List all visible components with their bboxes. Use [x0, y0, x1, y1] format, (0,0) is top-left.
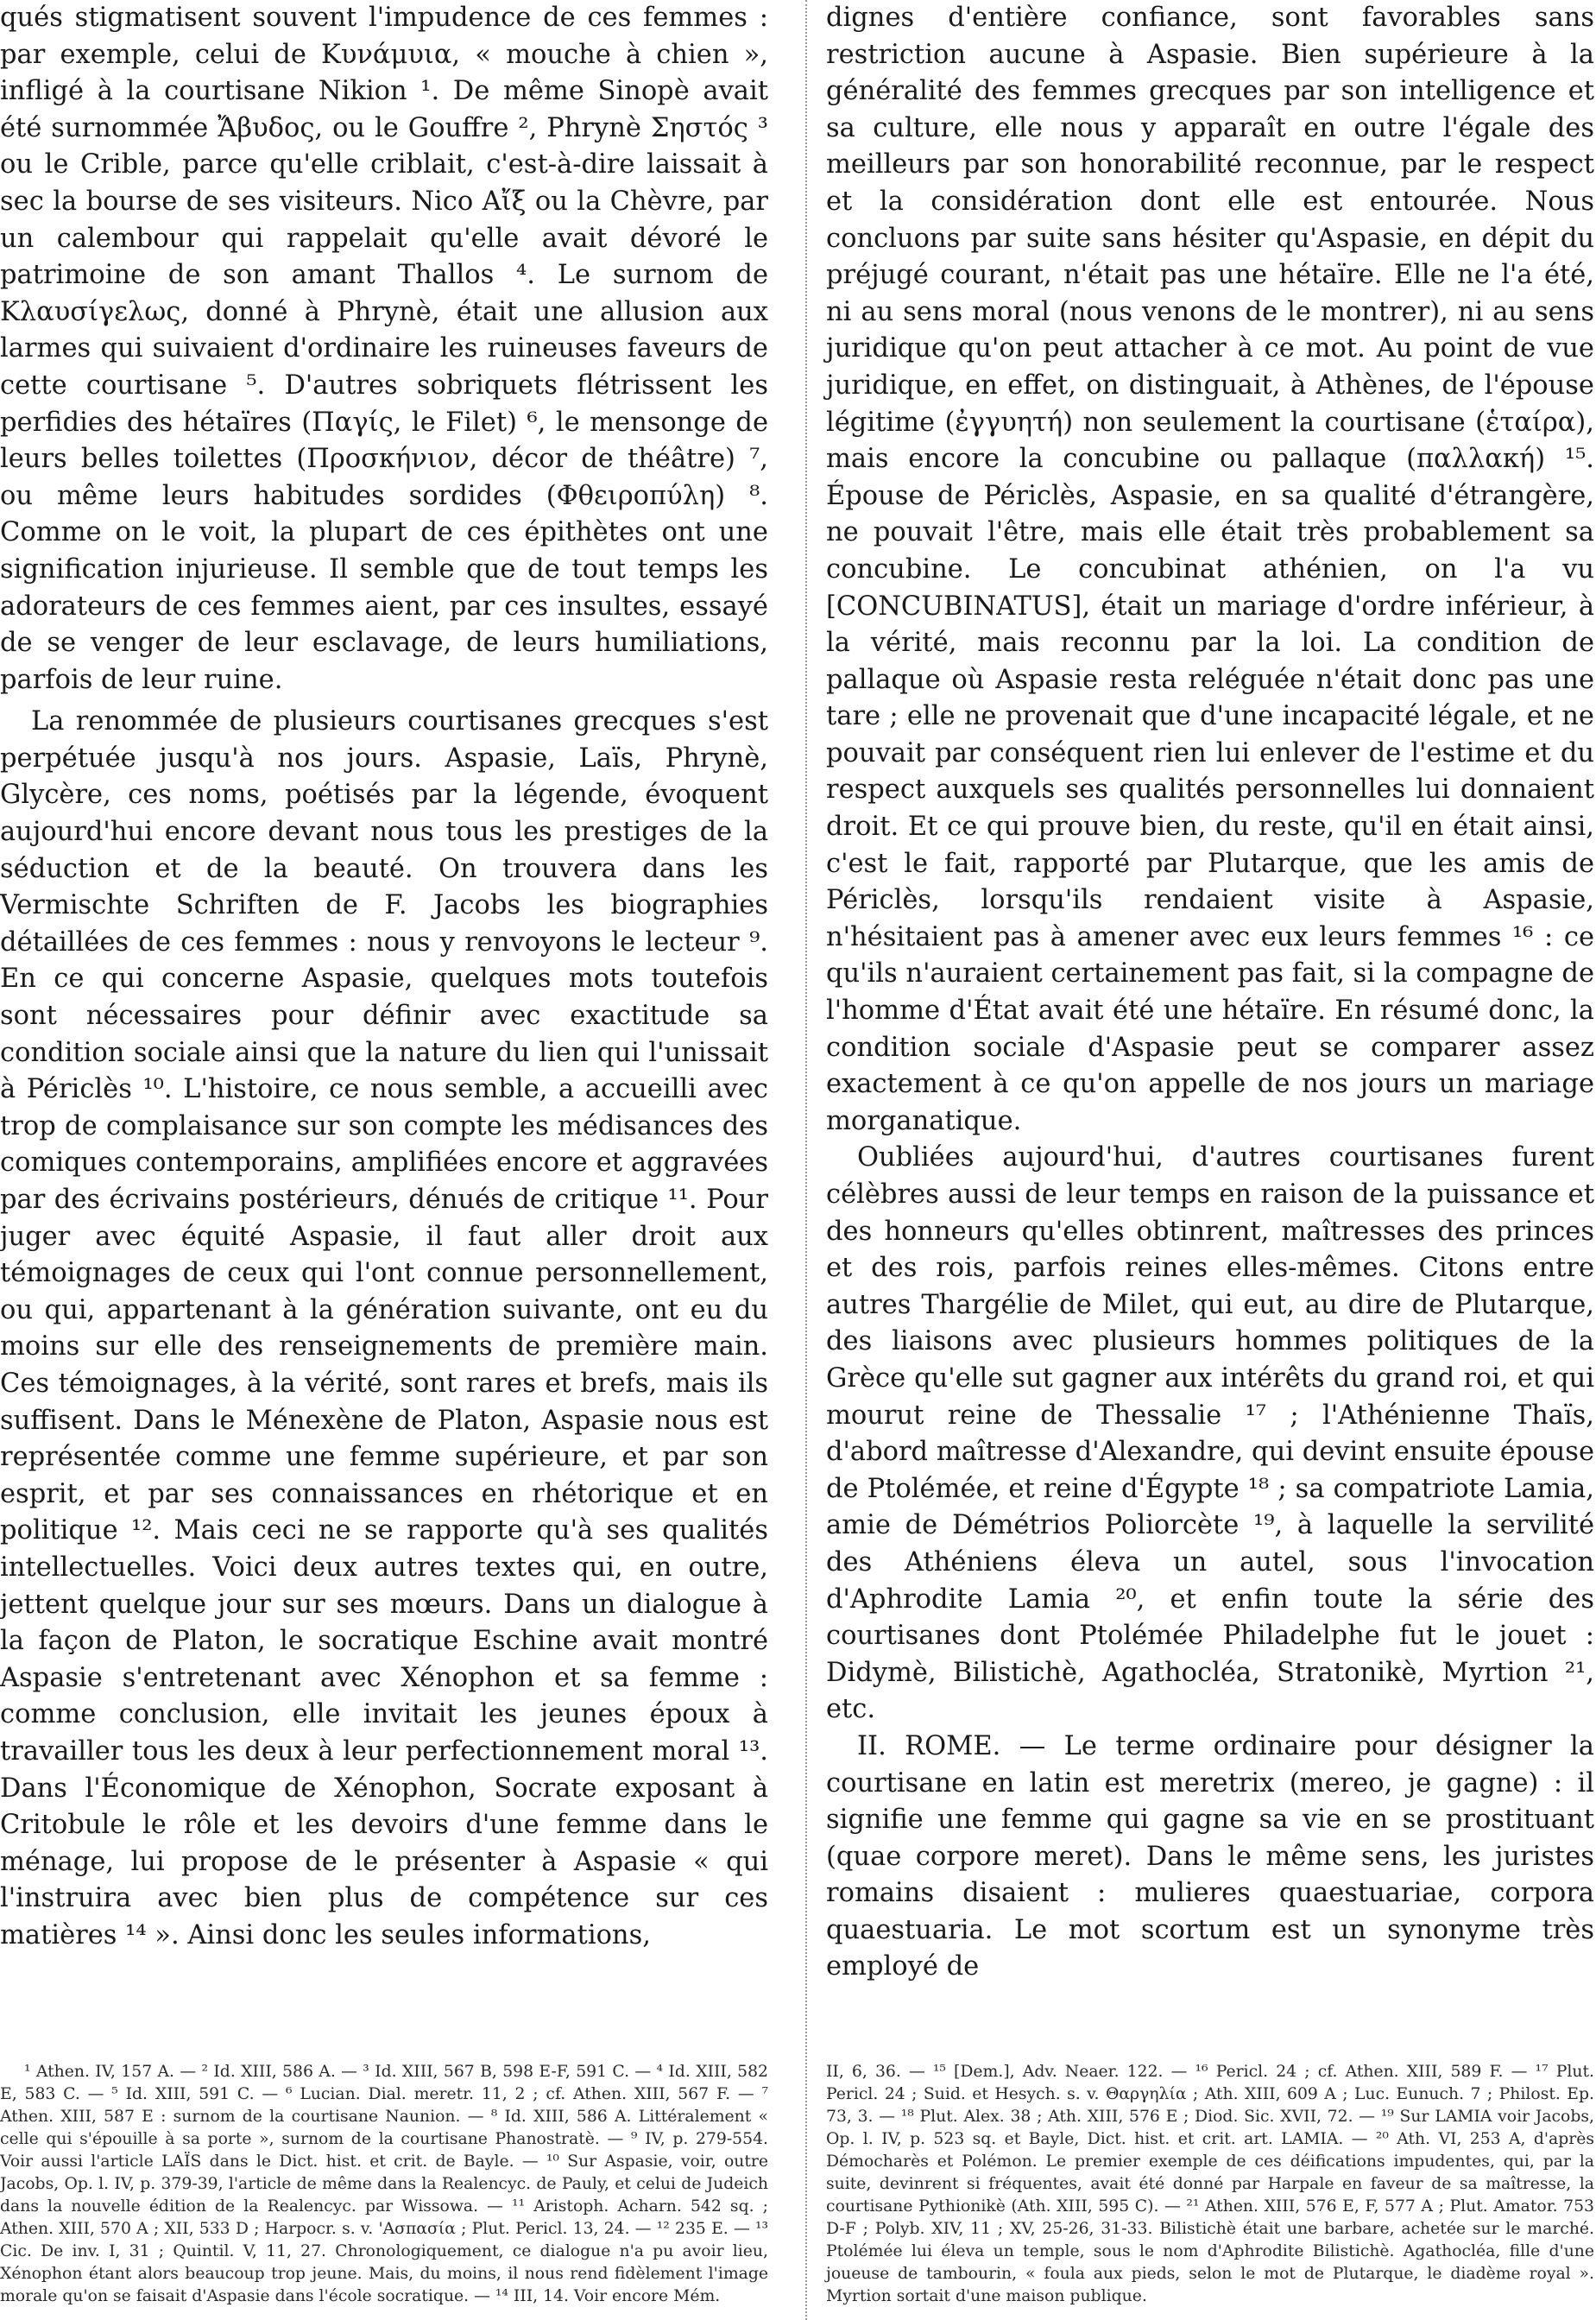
- right-body-text: [826, 0, 1594, 1986]
- right-footnotes-text: II, 6, 36. — ¹⁵ [Dem.], Adv. Neaer. 122. — ¹⁶ Pericl. 24 ; cf. Athen. XIII, 589 F. — ¹⁷ Plut. Pericl. 24 ; Suid. et Hesych. s. v. Θαργηλία ; Ath. XIII, 609 A ; Luc. Eunuch. 7 ; Philost. Ep. 73, 3. — ¹⁸ Plut. Alex. 38 ; Ath. XIII, 576 E ; Diod. Sic. XVII, 72. — ¹⁹ Sur LAMIA voir Jacobs, Op. l. IV, p. 523 sq. et Bayle, Dict. hist. et crit. art. LAMIA. — ²⁰ Ath. VI, 253 A, d'après Démocharès et Polémon. Le premier exemple de ces déifications impudentes, qui, par la suite, devinrent si fréquentes, avait été donné par Harpale en faveur de sa maîtresse, la courtisane Pythionikè (Ath. XIII, 595 C). — ²¹ Athen. XIII, 576 E, F, 577 A ; Plut. Amator. 753 D-F ; Polyb. XIV, 11 ; XV, 25-26, 31-33. Bilistichè était une barbare, achetée sur le marché. Ptolémée lui éleva un temple, sous le nom d'Aphrodite Bilistichè. Agathocléa, fille d'une joueuse de tambourin, « foula aux pieds, selon le mot de Plutarque, le diadème royal ». Myrtion sortait d'une maison publique.: [826, 2063, 1594, 2305]
- left-footnotes: [0, 2061, 768, 2308]
- left-footnotes-text: ¹ Athen. IV, 157 A. — ² Id. XIII, 586 A. — ³ Id. XIII, 567 B, 598 E-F, 591 C. — ⁴ Id. XIII, 582 E, 583 C. — ⁵ Id. XIII, 591 C. — ⁶ Lucian. Dial. meretr. 11, 2 ; cf. Athen. XIII, 567 F. — ⁷ Athen. XIII, 587 E : surnom de la courtisane Naunion. — ⁸ Id. XIII, 586 A. Littéralement « celle qui s'épouille à sa porte », surnom de la courtisane Phanostratè. — ⁹ IV, p. 279-554. Voir aussi l'article LAÏS dans le Dict. hist. et crit. de Bayle. — ¹⁰ Sur Aspasie, voir, outre Jacobs, Op. l. IV, p. 379-39, l'article de même dans la Realencyc. de Pauly, et celui de Judeich dans la nouvelle édition de la Realencyc. par Wissowa. — ¹¹ Aristoph. Acharn. 542 sq. ; Athen. XIII, 570 A ; XII, 533 D ; Harpocr. s. v. 'Ασπασία ; Plut. Pericl. 13, 24. — ¹² 235 E. — ¹³ Cic. De inv. I, 31 ; Quintil. V, 11, 27. Chronologiquement, ce dialogue n'a pu avoir lieu, Xénophon étant alors beaucoup trop jeune. Mais, du moins, il nous rend fidèlement l'image morale qu'on se faisait d'Aspasie dans l'école socratique. — ¹⁴ III, 14. Voir encore Mém.: [0, 2063, 768, 2305]
- left-paragraph-1: qués stigmatisent souvent l'impudence de ces femmes : par exemple, celui de Κυνάμυια, « mouche à chien », infligé à la courtisane Nikion ¹. De même Sinopè avait été surnommée Ἄβυδος, ou le Gouffre ², Phrynè Σηστός ³ ou le Crible, parce qu'elle criblait, c'est-à-dire laissait à sec la bourse de ses visiteurs. Nico Αἴξ ou la Chèvre, par un calembour qui rappelait qu'elle avait dévoré le patrimoine de son amant Thallos ⁴. Le surnom de Κλαυσίγελως, donné à Phrynè, était une allusion aux larmes qui suivaient d'ordinaire les ruineuses faveurs de cette courtisane ⁵. D'autres sobriquets flétrissent les perfidies des hétaïres (Παγίς, le Filet) ⁶, le mensonge de leurs belles toilettes (Προσκήνιον, décor de théâtre) ⁷, ou même leurs habitudes sordides (Φθειροπύλη) ⁸. Comme on le voit, la plupart de ces épithètes ont une signification injurieuse. Il semble que de tout temps les adorateurs de ces femmes aient, par ces insultes, essayé de se venger de leur esclavage, de leurs humiliations, parfois de leur ruine.: [0, 3, 768, 695]
- left-paragraph-2: La renommée de plusieurs courtisanes grecques s'est perpétuée jusqu'à nos jours. Aspasie, Laïs, Phrynè, Glycère, ces noms, poétisés par la légende, évoquent aujourd'hui encore devant nous tous les prestiges de la séduction et de la beauté. On trouvera dans les Vermischte Schriften de F. Jacobs les biographies détaillées de ces femmes : nous y renvoyons le lecteur ⁹. En ce qui concerne Aspasie, quelques mots toutefois sont nécessaires pour définir avec exactitude sa condition sociale ainsi que la nature du lien qui l'unissait à Périclès ¹⁰. L'histoire, ce nous semble, a accueilli avec trop de complaisance sur son compte les médisances des comiques contemporains, amplifiées encore et aggravées par des écrivains postérieurs, dénués de critique ¹¹. Pour juger avec équité Aspasie, il faut aller droit aux témoignages de ceux qui l'ont connue personnellement, ou qui, appartenant à la génération suivante, ont eu du moins sur elle des renseignements de première main. Ces témoignages, à la vérité, sont rares et brefs, mais ils suffisent. Dans le Ménexène de Platon, Aspasie nous est représentée comme une femme supérieure, et par son esprit, et par ses connaissances en rhétorique et en politique ¹². Mais ceci ne se rapporte qu'à ses qualités intellectuelles. Voici deux autres textes qui, en outre, jettent quelque jour sur ses mœurs. Dans un dialogue à la façon de Platon, le socratique Eschine avait montré Aspasie s'entretenant avec Xénophon et sa femme : comme conclusion, elle invitait les jeunes époux à travailler tous les deux à leur perfectionnement moral ¹³. Dans l'Économique de Xénophon, Socrate exposant à Critobule le rôle et les devoirs d'une femme dans le ménage, lui propose de le présenter à Aspasie « qui l'instruira avec bien plus de compétence sur ces matières ¹⁴ ». Ainsi donc les seules informations,: [0, 706, 768, 1950]
- right-paragraph-2: Oubliées aujourd'hui, d'autres courtisanes furent célèbres aussi de leur temps en raison de la puissance et des honneurs qu'elles obtinrent, maîtresses des princes et des rois, parfois reines elles-mêmes. Citons entre autres Thargélie de Milet, qui eut, au dire de Plutarque, des liaisons avec plusieurs hommes politiques de la Grèce qu'elle sut gagner aux intérêts du grand roi, et qui mourut reine de Thessalie ¹⁷ ; l'Athénienne Thaïs, d'abord maîtresse d'Alexandre, qui devint ensuite épouse de Ptolémée, et reine d'Égypte ¹⁸ ; sa compatriote Lamia, amie de Démétrios Poliorcète ¹⁹, à laquelle la servilité des Athéniens éleva un autel, sous l'invocation d'Aphrodite Lamia ²⁰, et enfin toute la série des courtisanes dont Ptolémée Philadelphe fut le jouet : Didymè, Bilistichè, Agathocléa, Stratonikè, Myrtion ²¹, etc.: [826, 1142, 1594, 1725]
- column-divider: [805, 0, 807, 2320]
- left-body-text: [0, 0, 768, 1954]
- right-column: [826, 0, 1594, 2320]
- right-footnotes: [826, 2061, 1594, 2308]
- left-column: [0, 0, 768, 2320]
- right-paragraph-1: dignes d'entière confiance, sont favorables sans restriction aucune à Aspasie. Bien supérieure à la généralité des femmes grecques par son intelligence et sa culture, elle nous y apparaît en outre l'égale des meilleurs par son honorabilité reconnue, par le respect et la considération dont elle est entourée. Nous concluons par suite sans hésiter qu'Aspasie, en dépit du préjugé courant, n'était pas une hétaïre. Elle ne l'a été, ni au sens moral (nous venons de le montrer), ni au sens juridique qu'on peut attacher à ce mot. Au point de vue juridique, en effet, on distinguait, à Athènes, de l'épouse légitime (ἐγγυητή) non seulement la courtisane (ἑταίρα), mais encore la concubine ou pallaque (παλλακή) ¹⁵. Épouse de Périclès, Aspasie, en sa qualité d'étrangère, ne pouvait l'être, mais elle était très probablement sa concubine. Le concubinat athénien, on l'a vu [CONCUBINATUS], était un mariage d'ordre inférieur, à la vérité, mais reconnu par la loi. La condition de pallaque où Aspasie resta reléguée n'était donc pas une tare ; elle ne provenait que d'une incapacité légale, et ne pouvait par conséquent rien lui enlever de l'estime et du respect auxquels ses qualités personnelles lui donnaient droit. Et ce qui prouve bien, du reste, qu'il en était ainsi, c'est le fait, rapporté par Plutarque, que les amis de Périclès, lorsqu'ils rendaient visite à Aspasie, n'hésitaient pas à amener avec eux leurs femmes ¹⁶ : ce qu'ils n'auraient certainement pas fait, si la compagne de l'homme d'État avait été une hétaïre. En résumé donc, la condition sociale d'Aspasie peut se comparer assez exactement à ce qu'on appelle de nos jours un mariage morganatique.: [826, 3, 1594, 1136]
- right-paragraph-3: II. ROME. — Le terme ordinaire pour désigner la courtisane en latin est meretrix (mereo, je gagne) : il signifie une femme qui gagne sa vie en se prostituant (quae corpore meret). Dans le même sens, les juristes romains disaient : mulieres quaestuariae, corpora quaestuaria. Le mot scortum est un synonyme très employé de: [826, 1730, 1594, 1982]
